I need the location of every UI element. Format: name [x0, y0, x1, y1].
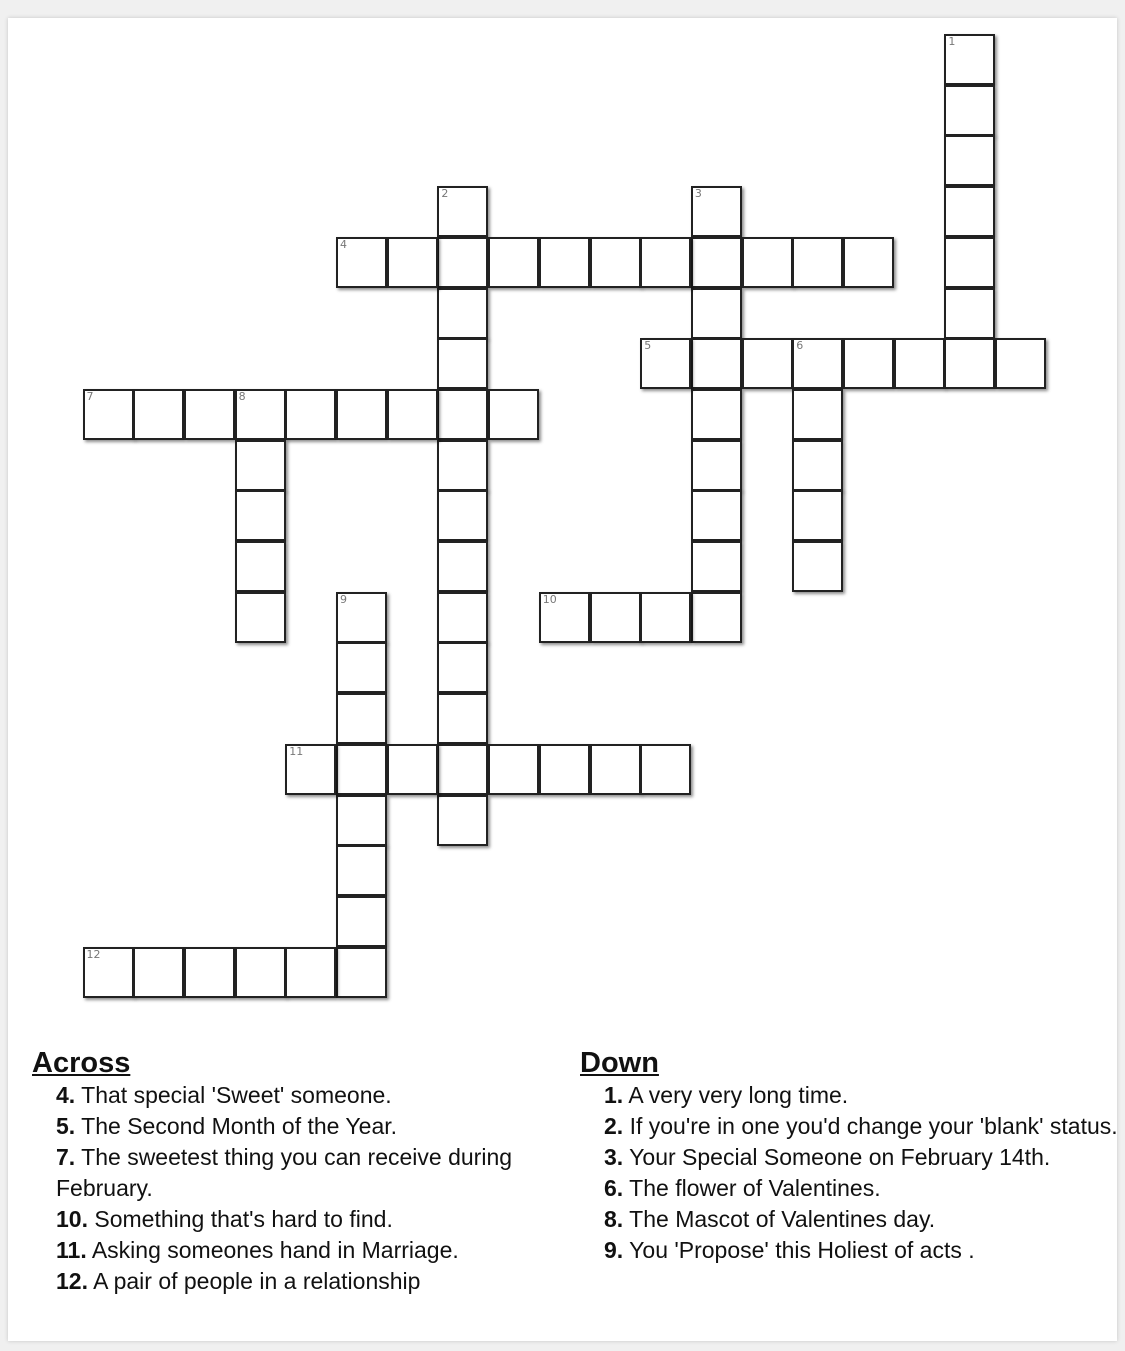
- grid-cell[interactable]: [336, 693, 387, 744]
- grid-cell[interactable]: [235, 490, 286, 541]
- grid-cell[interactable]: [843, 338, 894, 389]
- grid-cell[interactable]: [83, 389, 134, 440]
- grid-cell[interactable]: [235, 389, 286, 440]
- clue-item: 8. The Mascot of Valentines day.: [604, 1206, 936, 1232]
- grid-cell[interactable]: [437, 541, 488, 592]
- grid-cell[interactable]: [387, 237, 438, 288]
- grid-cell[interactable]: [792, 541, 843, 592]
- grid-cell[interactable]: [336, 237, 387, 288]
- grid-cell[interactable]: [590, 592, 641, 643]
- grid-cell[interactable]: [336, 389, 387, 440]
- grid-cell[interactable]: [691, 541, 742, 592]
- grid-cell[interactable]: [83, 947, 134, 998]
- grid-cell[interactable]: [742, 338, 793, 389]
- grid-cell[interactable]: [792, 440, 843, 491]
- down-clues: [580, 1046, 1120, 1266]
- grid-cell[interactable]: [336, 896, 387, 947]
- grid-cell[interactable]: [133, 947, 184, 998]
- grid-cell[interactable]: [437, 186, 488, 237]
- grid-cell[interactable]: [640, 592, 691, 643]
- grid-cell[interactable]: [944, 288, 995, 339]
- grid-cell[interactable]: [235, 592, 286, 643]
- clue-number: 3: [694, 187, 702, 201]
- clue-number: 2: [441, 187, 449, 201]
- grid-cell[interactable]: [235, 440, 286, 491]
- grid-cell[interactable]: [437, 237, 488, 288]
- clue-number: 10: [542, 592, 557, 606]
- grid-cell[interactable]: [539, 237, 590, 288]
- grid-cell[interactable]: [336, 845, 387, 896]
- grid-cell[interactable]: [944, 338, 995, 389]
- grid-cell[interactable]: [336, 795, 387, 846]
- grid-cell[interactable]: [691, 389, 742, 440]
- across-heading: Across: [32, 1047, 131, 1079]
- clue-number: 8: [238, 389, 246, 403]
- grid-cell[interactable]: [995, 338, 1046, 389]
- clue-item: 10. Something that's hard to find.: [56, 1206, 393, 1232]
- grid-cell[interactable]: [387, 389, 438, 440]
- grid-cell[interactable]: [488, 389, 539, 440]
- clue-item: 11. Asking someones hand in Marriage.: [56, 1237, 459, 1263]
- grid-cell[interactable]: [691, 186, 742, 237]
- grid-cell[interactable]: [894, 338, 945, 389]
- grid-cell[interactable]: [437, 288, 488, 339]
- grid-cell[interactable]: [235, 947, 286, 998]
- grid-cell[interactable]: [285, 389, 336, 440]
- crossword-grid: [8, 18, 1125, 1028]
- clue-item: 12. A pair of people in a relationship: [56, 1268, 421, 1294]
- grid-cell[interactable]: [133, 389, 184, 440]
- grid-cell[interactable]: [843, 237, 894, 288]
- grid-cell[interactable]: [539, 744, 590, 795]
- grid-cell[interactable]: [437, 795, 488, 846]
- grid-cell[interactable]: [944, 34, 995, 85]
- grid-cell[interactable]: [336, 744, 387, 795]
- grid-cell[interactable]: [944, 85, 995, 136]
- grid-cell[interactable]: [336, 947, 387, 998]
- grid-cell[interactable]: [235, 541, 286, 592]
- clue-item: 7. The sweetest thing you can receive during February.: [56, 1144, 513, 1201]
- grid-cell[interactable]: [590, 237, 641, 288]
- clue-number: 9: [340, 592, 347, 606]
- clue-item: 9. You 'Propose' this Holiest of acts .: [604, 1237, 975, 1263]
- worksheet-page: [8, 18, 1117, 1341]
- grid-cell[interactable]: [336, 592, 387, 643]
- grid-cell[interactable]: [437, 490, 488, 541]
- grid-cell[interactable]: [437, 440, 488, 491]
- grid-cell[interactable]: [792, 237, 843, 288]
- grid-cell[interactable]: [488, 744, 539, 795]
- grid-cell[interactable]: [944, 237, 995, 288]
- grid-cell[interactable]: [387, 744, 438, 795]
- grid-cell[interactable]: [640, 338, 691, 389]
- clue-number: 1: [948, 35, 956, 48]
- clue-number: 7: [86, 389, 94, 403]
- grid-cell[interactable]: [944, 135, 995, 186]
- grid-cell[interactable]: [640, 744, 691, 795]
- grid-cell[interactable]: [437, 592, 488, 643]
- grid-cell[interactable]: [285, 947, 336, 998]
- grid-cell[interactable]: [336, 642, 387, 693]
- clue-number: 12: [86, 947, 101, 961]
- grid-cell[interactable]: [590, 744, 641, 795]
- grid-cell[interactable]: [184, 389, 235, 440]
- grid-cell[interactable]: [691, 288, 742, 339]
- clue-item: 3. Your Special Someone on February 14th.: [604, 1144, 1051, 1170]
- grid-cell[interactable]: [691, 592, 742, 643]
- clue-number: 11: [289, 744, 304, 758]
- clue-item: 1. A very very long time.: [604, 1082, 849, 1108]
- clue-number: 6: [796, 339, 804, 353]
- grid-cell[interactable]: [691, 237, 742, 288]
- grid-cell[interactable]: [792, 389, 843, 440]
- grid-cell[interactable]: [742, 237, 793, 288]
- clue-number: 4: [340, 237, 347, 251]
- clue-item: 5. The Second Month of the Year.: [56, 1113, 398, 1139]
- clue-item: 2. If you're in one you'd change your 'blank' status.: [604, 1113, 1118, 1139]
- grid-cell[interactable]: [437, 338, 488, 389]
- grid-cell[interactable]: [437, 642, 488, 693]
- clue-item: 4. That special 'Sweet' someone.: [56, 1082, 392, 1108]
- down-heading: Down: [580, 1047, 659, 1079]
- grid-cell[interactable]: [792, 338, 843, 389]
- clue-item: 6. The flower of Valentines.: [604, 1175, 881, 1201]
- clue-number: 5: [644, 339, 652, 353]
- grid-cell[interactable]: [944, 186, 995, 237]
- grid-cell[interactable]: [640, 237, 691, 288]
- grid-cell[interactable]: [488, 237, 539, 288]
- grid-cell[interactable]: [539, 592, 590, 643]
- grid-cell[interactable]: [437, 389, 488, 440]
- grid-cell[interactable]: [437, 693, 488, 744]
- grid-cell[interactable]: [691, 440, 742, 491]
- grid-cell[interactable]: [691, 338, 742, 389]
- grid-cell[interactable]: [691, 490, 742, 541]
- grid-cell[interactable]: [184, 947, 235, 998]
- grid-cell[interactable]: [792, 490, 843, 541]
- grid-cell[interactable]: [437, 744, 488, 795]
- across-clues: [32, 1046, 532, 1297]
- grid-cell[interactable]: [285, 744, 336, 795]
